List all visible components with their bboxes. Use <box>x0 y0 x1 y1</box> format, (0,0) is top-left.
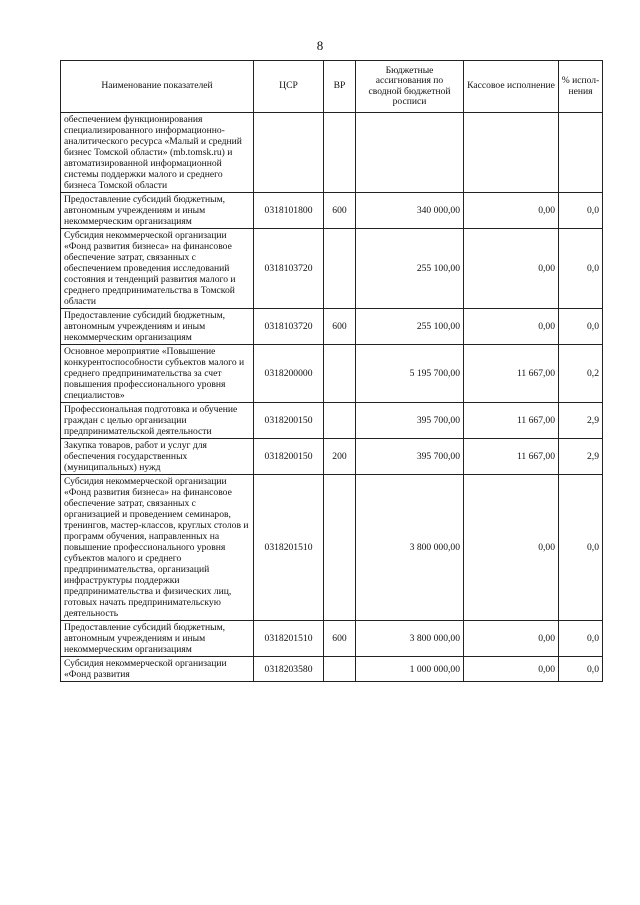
row-vr: 200 <box>324 439 356 475</box>
row-csr: 0318103720 <box>254 309 324 345</box>
row-csr: 0318200000 <box>254 345 324 403</box>
table-row <box>61 113 603 193</box>
table-row <box>61 345 603 403</box>
row-percent: 2,9 <box>559 403 603 439</box>
row-allocation: 3 800 000,00 <box>356 621 464 657</box>
row-cash: 0,00 <box>464 193 559 229</box>
table-row <box>61 229 603 309</box>
row-percent: 0,0 <box>559 229 603 309</box>
row-vr <box>324 403 356 439</box>
row-allocation: 395 700,00 <box>356 439 464 475</box>
row-percent <box>559 113 603 193</box>
row-cash: 11 667,00 <box>464 345 559 403</box>
budget-table <box>60 60 603 682</box>
row-name: Субсидия некоммерческой организации «Фонд развития бизнеса» на финансовое обеспечение затрат, связанных с обеспечением проведения исследований состояния и тенденций развития малого и среднего предпринимательства в Томской области <box>61 229 254 309</box>
row-csr: 0318200150 <box>254 403 324 439</box>
row-csr: 0318203580 <box>254 657 324 682</box>
row-name: Профессиональная подготовка и обучение граждан с целью организации предпринимательской деятельности <box>61 403 254 439</box>
row-cash: 11 667,00 <box>464 439 559 475</box>
row-name: Предоставление субсидий бюджетным, автономным учреждениям и иным некоммерческим организациям <box>61 193 254 229</box>
row-allocation: 1 000 000,00 <box>356 657 464 682</box>
row-name: обеспечением функционирования специализированного информационно-аналитического ресурса «Малый и средний бизнес Томской области» (mb.tomsk.ru) и автоматизированной информационной системы поддержки малого и среднего бизнеса Томской области <box>61 113 254 193</box>
row-cash: 0,00 <box>464 475 559 621</box>
row-vr: 600 <box>324 309 356 345</box>
row-cash: 0,00 <box>464 657 559 682</box>
row-vr <box>324 229 356 309</box>
row-csr <box>254 113 324 193</box>
row-vr: 600 <box>324 193 356 229</box>
row-cash: 0,00 <box>464 309 559 345</box>
row-name: Предоставление субсидий бюджетным, автономным учреждениям и иным некоммерческим организациям <box>61 621 254 657</box>
table-row <box>61 309 603 345</box>
header-vr: ВР <box>324 61 356 113</box>
row-percent: 0,0 <box>559 657 603 682</box>
row-cash: 11 667,00 <box>464 403 559 439</box>
row-percent: 0,0 <box>559 309 603 345</box>
table-row <box>61 403 603 439</box>
header-cash: Кассовое исполнение <box>464 61 559 113</box>
row-name: Основное мероприятие «Повышение конкурентоспособности субъектов малого и среднего предпринимательства за счет повышения профессионального уровня специалистов» <box>61 345 254 403</box>
row-percent: 0,2 <box>559 345 603 403</box>
table-row <box>61 193 603 229</box>
row-vr <box>324 657 356 682</box>
row-allocation: 5 195 700,00 <box>356 345 464 403</box>
row-vr: 600 <box>324 621 356 657</box>
table-row <box>61 657 603 682</box>
row-allocation: 3 800 000,00 <box>356 475 464 621</box>
row-cash <box>464 113 559 193</box>
table-row <box>61 621 603 657</box>
row-csr: 0318201510 <box>254 621 324 657</box>
header-allocations: Бюджетные ассигнования по сводной бюджетной росписи <box>356 61 464 113</box>
header-csr: ЦСР <box>254 61 324 113</box>
row-percent: 0,0 <box>559 193 603 229</box>
row-percent: 0,0 <box>559 621 603 657</box>
row-percent: 2,9 <box>559 439 603 475</box>
header-percent: % испол-нения <box>559 61 603 113</box>
row-vr <box>324 345 356 403</box>
row-percent: 0,0 <box>559 475 603 621</box>
row-vr <box>324 475 356 621</box>
table-header <box>61 61 603 113</box>
row-name: Закупка товаров, работ и услуг для обеспечения государственных (муниципальных) нужд <box>61 439 254 475</box>
row-allocation: 255 100,00 <box>356 229 464 309</box>
row-name: Субсидия некоммерческой организации «Фонд развития бизнеса» на финансовое обеспечение затрат, связанных с организацией и проведением семинаров, тренингов, мастер-классов, круглых столов и программ обучения, направленных на повышение профессионального уровня субъектов малого и среднего предпринимательства, организаций инфраструктуры поддержки предпринимательства и физических лиц, готовых начать предпринимательскую деятельность <box>61 475 254 621</box>
row-csr: 0318201510 <box>254 475 324 621</box>
table-body <box>61 113 603 682</box>
table-row <box>61 475 603 621</box>
row-allocation: 255 100,00 <box>356 309 464 345</box>
table-row <box>61 439 603 475</box>
row-allocation: 395 700,00 <box>356 403 464 439</box>
row-vr <box>324 113 356 193</box>
row-allocation: 340 000,00 <box>356 193 464 229</box>
row-cash: 0,00 <box>464 621 559 657</box>
row-allocation <box>356 113 464 193</box>
row-cash: 0,00 <box>464 229 559 309</box>
row-name: Предоставление субсидий бюджетным, автономным учреждениям и иным некоммерческим организациям <box>61 309 254 345</box>
row-csr: 0318200150 <box>254 439 324 475</box>
header-name: Наименование показателей <box>61 61 254 113</box>
row-name: Субсидия некоммерческой организации «Фонд развития <box>61 657 254 682</box>
row-csr: 0318101800 <box>254 193 324 229</box>
page-number: 8 <box>316 38 324 53</box>
row-csr: 0318103720 <box>254 229 324 309</box>
